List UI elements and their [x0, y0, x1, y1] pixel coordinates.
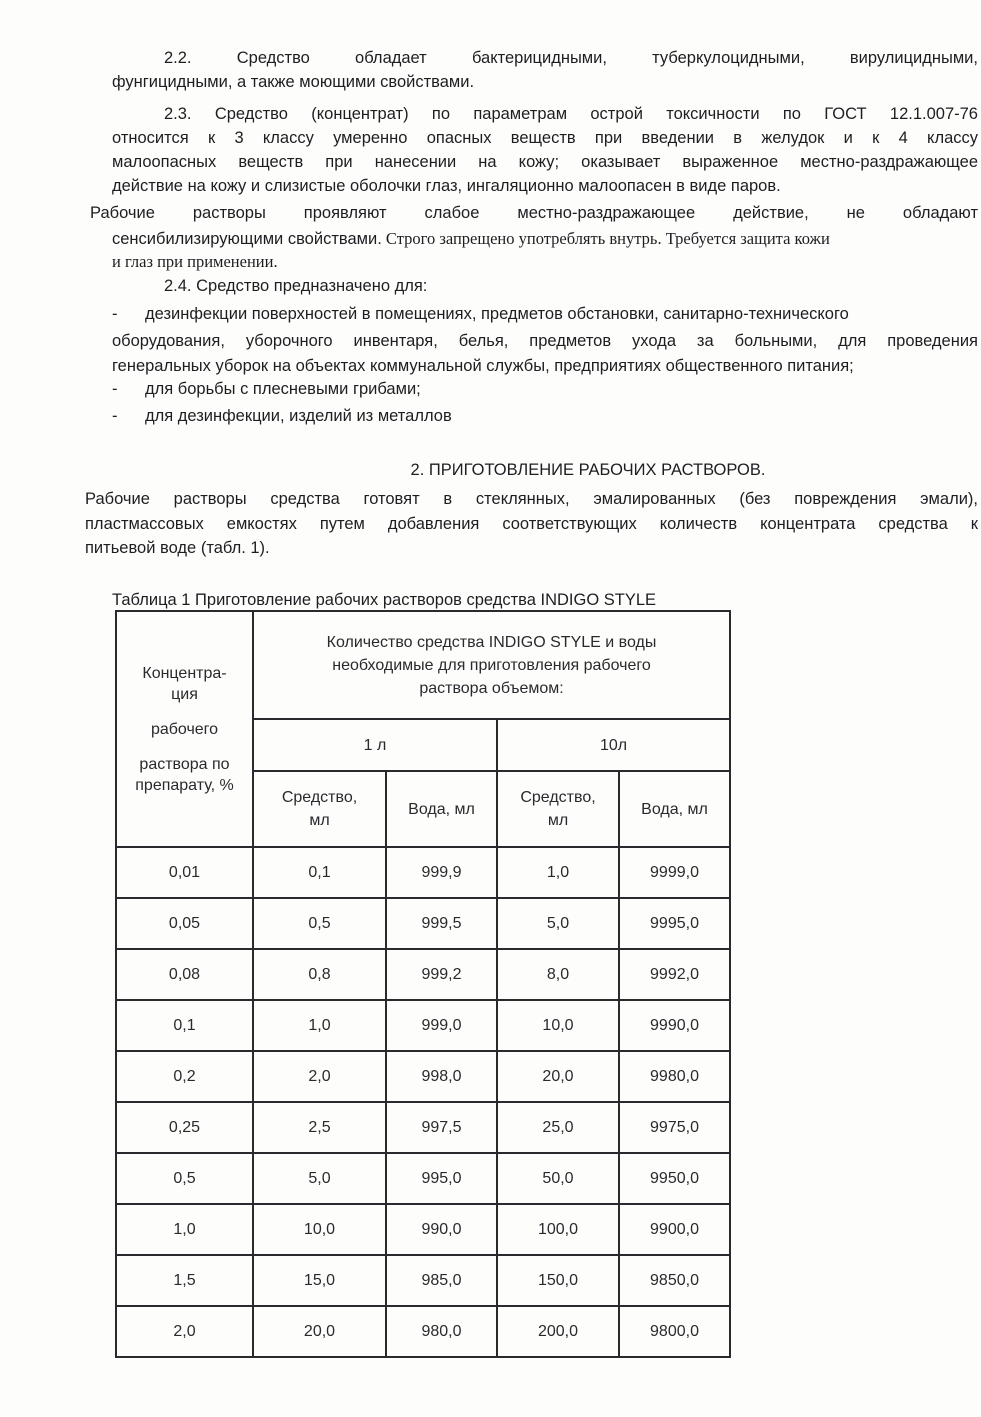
- para-2-2-line2: фунгицидными, а также моющими свойствами.: [112, 73, 475, 91]
- header-conc-line3: рабочего: [150, 720, 219, 738]
- bullet-dash-3: -: [112, 407, 118, 425]
- para-2-2-line1: 2.2. Средство обладает бактерицидными, туберкулоцидными, вирулицидными,: [164, 49, 978, 67]
- cell-water-1l: 985,0: [386, 1255, 497, 1306]
- cell-agent-1l: 1,0: [253, 1000, 386, 1051]
- cell-concentration: 0,05: [116, 898, 253, 949]
- bullet-dash-2: -: [112, 380, 118, 398]
- header-agent-10l-line1: Средство,: [520, 789, 596, 806]
- cell-concentration: 0,08: [116, 949, 253, 1000]
- table-row: [116, 1153, 730, 1204]
- header-conc-line4: раствора по: [139, 755, 230, 773]
- table-row: [116, 847, 730, 898]
- working-solutions-line2-a: сенсибилизирующими свойствами.: [112, 230, 382, 248]
- cell-agent-1l: 0,8: [253, 949, 386, 1000]
- cell-agent-10l: 8,0: [497, 949, 619, 1000]
- working-solutions-line3: и глаз при применении.: [112, 252, 278, 271]
- cell-agent-10l: 1,0: [497, 847, 619, 898]
- table-caption: Таблица 1 Приготовление рабочих растворов средства INDIGO STYLE: [112, 591, 657, 609]
- working-solutions-line2-b: Строго запрещено употреблять внутрь. Требуется защита кожи: [381, 229, 830, 248]
- section-2-para-line3: питьевой воде (табл. 1).: [85, 539, 270, 557]
- bullet3: для дезинфекции, изделий из металлов: [145, 407, 452, 425]
- section-2-para-line1: Рабочие растворы средства готовят в стеклянных, эмалированных (без повреждения эмали),: [85, 490, 978, 508]
- cell-water-1l: 999,2: [386, 949, 497, 1000]
- cell-water-10l: 9999,0: [619, 847, 730, 898]
- section-2-para-line2: пластмассовых емкостях путем добавления соответствующих количеств концентрата средства к: [85, 515, 978, 533]
- cell-concentration: 0,1: [116, 1000, 253, 1051]
- bullet-dash-1: -: [112, 305, 118, 323]
- header-conc-line2: ция: [171, 685, 198, 703]
- bullet1-line3: генеральных уборок на объектах коммунальной службы, предприятиях общественного питания;: [112, 357, 854, 375]
- bullet1-line2: оборудования, уборочного инвентаря, белья, предметов ухода за больными, для проведения: [112, 332, 978, 350]
- cell-concentration: 2,0: [116, 1306, 253, 1357]
- header-agent-10l-line2: мл: [547, 812, 569, 829]
- cell-agent-1l: 5,0: [253, 1153, 386, 1204]
- cell-agent-1l: 15,0: [253, 1255, 386, 1306]
- cell-water-10l: 9980,0: [619, 1051, 730, 1102]
- header-conc-line5: препарату, %: [135, 776, 234, 794]
- working-solutions-line1: Рабочие растворы проявляют слабое местно-раздражающее действие, не обладают: [90, 204, 978, 222]
- para-2-3-line4: действие на кожу и слизистые оболочки глаз, ингаляционно малоопасен в виде паров.: [112, 177, 781, 195]
- cell-water-1l: 995,0: [386, 1153, 497, 1204]
- cell-concentration: 0,01: [116, 847, 253, 898]
- table-row: [116, 949, 730, 1000]
- cell-water-10l: 9975,0: [619, 1102, 730, 1153]
- cell-agent-10l: 50,0: [497, 1153, 619, 1204]
- cell-agent-1l: 0,1: [253, 847, 386, 898]
- cell-agent-1l: 20,0: [253, 1306, 386, 1357]
- cell-agent-10l: 100,0: [497, 1204, 619, 1255]
- cell-concentration: 0,2: [116, 1051, 253, 1102]
- table-row: [116, 898, 730, 949]
- header-amount-line1: Количество средства INDIGO STYLE и воды: [326, 633, 657, 651]
- cell-agent-10l: 25,0: [497, 1102, 619, 1153]
- cell-water-1l: 998,0: [386, 1051, 497, 1102]
- section-2-heading: 2. ПРИГОТОВЛЕНИЕ РАБОЧИХ РАСТВОРОВ.: [410, 461, 766, 479]
- cell-agent-1l: 2,0: [253, 1051, 386, 1102]
- header-volume-10l: 10л: [497, 719, 730, 771]
- table-row: [116, 1000, 730, 1051]
- header-amount-line2: необходимые для приготовления рабочего: [332, 656, 651, 674]
- para-2-4-intro: 2.4. Средство предназначено для:: [164, 277, 428, 295]
- table-row: [116, 1255, 730, 1306]
- header-amount: [253, 611, 730, 719]
- header-agent-1l-line1: Средство,: [281, 789, 358, 806]
- cell-agent-1l: 2,5: [253, 1102, 386, 1153]
- preparation-table: [115, 610, 731, 1358]
- header-agent-1l-line2: мл: [309, 812, 330, 829]
- cell-water-10l: 9800,0: [619, 1306, 730, 1357]
- cell-water-1l: 990,0: [386, 1204, 497, 1255]
- cell-concentration: 1,0: [116, 1204, 253, 1255]
- cell-agent-1l: 10,0: [253, 1204, 386, 1255]
- header-concentration: [116, 611, 253, 847]
- cell-agent-10l: 150,0: [497, 1255, 619, 1306]
- header-agent-1l: [253, 771, 386, 847]
- header-water-10l: Вода, мл: [619, 771, 730, 847]
- cell-water-10l: 9995,0: [619, 898, 730, 949]
- cell-water-1l: 980,0: [386, 1306, 497, 1357]
- cell-agent-10l: 200,0: [497, 1306, 619, 1357]
- bullet2: для борьбы с плесневыми грибами;: [145, 380, 421, 398]
- cell-concentration: 0,5: [116, 1153, 253, 1204]
- para-2-3-line1: 2.3. Средство (концентрат) по параметрам острой токсичности по ГОСТ 12.1.007-76: [164, 105, 978, 123]
- cell-agent-10l: 10,0: [497, 1000, 619, 1051]
- cell-water-1l: 999,5: [386, 898, 497, 949]
- header-conc-line1: Концентра-: [142, 664, 227, 682]
- working-solutions-line2: [112, 227, 978, 251]
- cell-agent-10l: 20,0: [497, 1051, 619, 1102]
- cell-agent-1l: 0,5: [253, 898, 386, 949]
- para-2-3-line2: относится к 3 классу умеренно опасных веществ при введении в желудок и к 4 классу: [112, 129, 978, 147]
- bullet1-line1: дезинфекции поверхностей в помещениях, предметов обстановки, санитарно-технического: [145, 305, 849, 323]
- table-row: [116, 1051, 730, 1102]
- cell-water-10l: 9990,0: [619, 1000, 730, 1051]
- para-2-3-line3: малоопасных веществ при нанесении на кожу; оказывает выраженное местно-раздражающее: [112, 153, 978, 171]
- table-body: [116, 847, 730, 1357]
- cell-water-1l: 999,0: [386, 1000, 497, 1051]
- cell-water-1l: 997,5: [386, 1102, 497, 1153]
- header-volume-1l: 1 л: [253, 719, 497, 771]
- header-water-1l: Вода, мл: [386, 771, 497, 847]
- table-row: [116, 1204, 730, 1255]
- cell-water-1l: 999,9: [386, 847, 497, 898]
- cell-water-10l: 9992,0: [619, 949, 730, 1000]
- cell-concentration: 1,5: [116, 1255, 253, 1306]
- table-row: [116, 1102, 730, 1153]
- header-amount-line3: раствора объемом:: [419, 679, 564, 697]
- cell-water-10l: 9950,0: [619, 1153, 730, 1204]
- header-agent-10l: [497, 771, 619, 847]
- cell-concentration: 0,25: [116, 1102, 253, 1153]
- cell-water-10l: 9850,0: [619, 1255, 730, 1306]
- cell-water-10l: 9900,0: [619, 1204, 730, 1255]
- cell-agent-10l: 5,0: [497, 898, 619, 949]
- table-row: [116, 1306, 730, 1357]
